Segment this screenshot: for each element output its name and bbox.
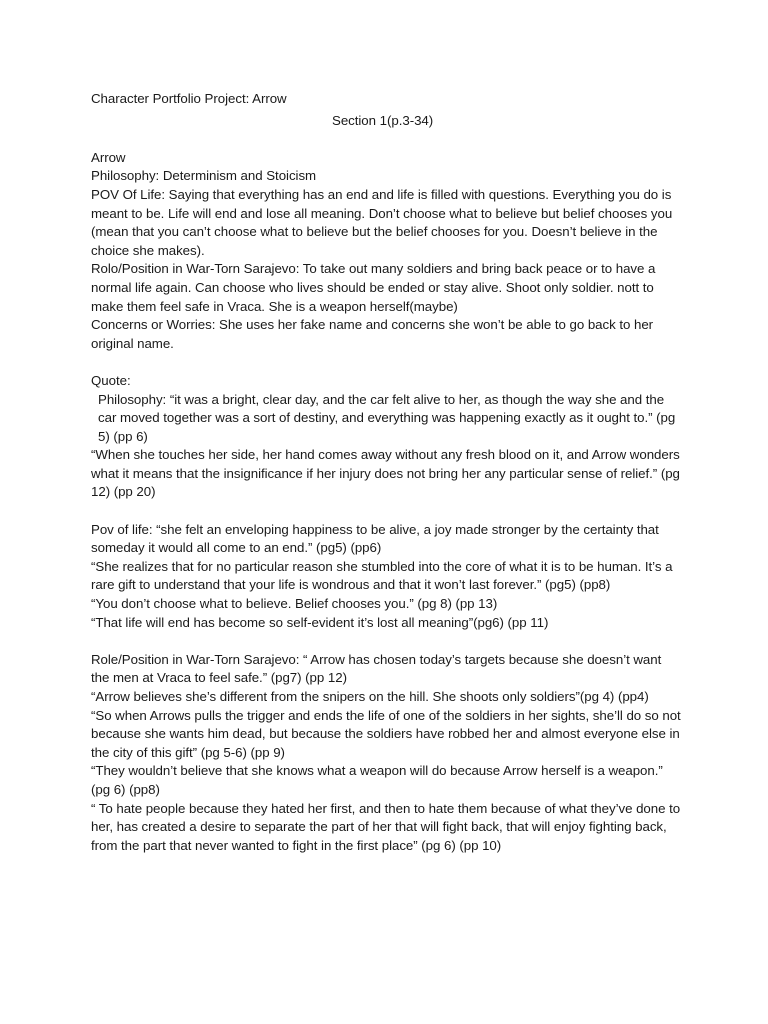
spacer bbox=[91, 632, 681, 651]
pov-quote: “You don’t choose what to believe. Belief chooses you.” (pg 8) (pp 13) bbox=[91, 596, 498, 612]
philosophy-quote: Philosophy: “it was a bright, clear day, and the car felt alive to her, as though the way she and the car moved together was a sort of destiny, and everything was happening exactly as it ought to.” (pg 5) (pp 6) bbox=[98, 391, 676, 444]
role-quote: “Arrow believes she’s different from the snipers on the hill. She shoots only soldiers”(pg 4) (pp4) bbox=[91, 689, 649, 704]
pov-quote: Pov of life: “she felt an enveloping happiness to be alive, a joy made stronger by the certainty that someday it would all come to an end.” (pg5) (pp6) bbox=[91, 521, 659, 556]
spacer bbox=[91, 353, 681, 372]
role-quote: “ To hate people because they hated her first, and then to hate them because of what they’ve done to her, has created a desire to separate the part of her that will fight back, that will enjoy fighting back, from the part that never wanted to fight in the first place” (pg 6) (pp 10) bbox=[91, 800, 681, 853]
section-heading: Section 1(p.3-34) bbox=[332, 112, 434, 128]
character-name: Arrow bbox=[91, 149, 126, 165]
document-title: Character Portfolio Project: Arrow bbox=[91, 91, 287, 106]
concerns-paragraph: Concerns or Worries: She uses her fake name and concerns she won’t be able to go back to her original name. bbox=[91, 317, 654, 351]
role-position-paragraph: Rolo/Position in War-Torn Sarajevo: To take out many soldiers and bring back peace or to have a normal life again. Can choose who lives should be ended or stay alive. Shoot only soldier. nott to make them feel safe in Vraca. She is a weapon herself(maybe) bbox=[91, 261, 656, 314]
spacer bbox=[91, 130, 681, 149]
role-quote: Role/Position in War-Torn Sarajevo: “ Arrow has chosen today’s targets because she doesn’t want the men at Vraca to feel safe.” (pg7) (pp 12) bbox=[91, 651, 662, 686]
pov-quote: “That life will end has become so self-evident it’s lost all meaning”(pg6) (pp 11) bbox=[91, 614, 549, 630]
philosophy-quote: “When she touches her side, her hand comes away without any fresh blood on it, and Arrow wonders what it means that the insignificance if her injury does not bring her any particular sense of relief.” (pg 12) (pp 20) bbox=[91, 447, 680, 500]
pov-of-life-paragraph: POV Of Life: Saying that everything has an end and life is filled with questions. Everything you do is meant to be. Life will end and lose all meaning. Don’t choose what to believe but belief chooses you (mean that you can’t choose what to believe but the belief chooses for you. Doesn’t believe in the choice she makes). bbox=[91, 186, 673, 258]
philosophy-line: Philosophy: Determinism and Stoicism bbox=[91, 168, 317, 184]
role-quote: “So when Arrows pulls the trigger and ends the life of one of the soldiers in her sights, she’ll do so not because she wants him dead, but because the soldiers have robbed her and almost everyone else in the city of this gift” (pg 5-6) (pp 9) bbox=[91, 707, 681, 760]
pov-quote: “She realizes that for no particular reason she stumbled into the core of what it is to be human. It’s a rare gift to understand that your life is wondrous and that it won’t last forever.” (pg5) (pp8) bbox=[91, 558, 673, 593]
spacer bbox=[91, 502, 681, 521]
quote-heading: Quote: bbox=[91, 372, 131, 388]
role-quote: “They wouldn’t believe that she knows what a weapon will do because Arrow herself is a weapon.” (pg 6) (pp8) bbox=[91, 763, 663, 797]
document-body bbox=[91, 90, 681, 855]
